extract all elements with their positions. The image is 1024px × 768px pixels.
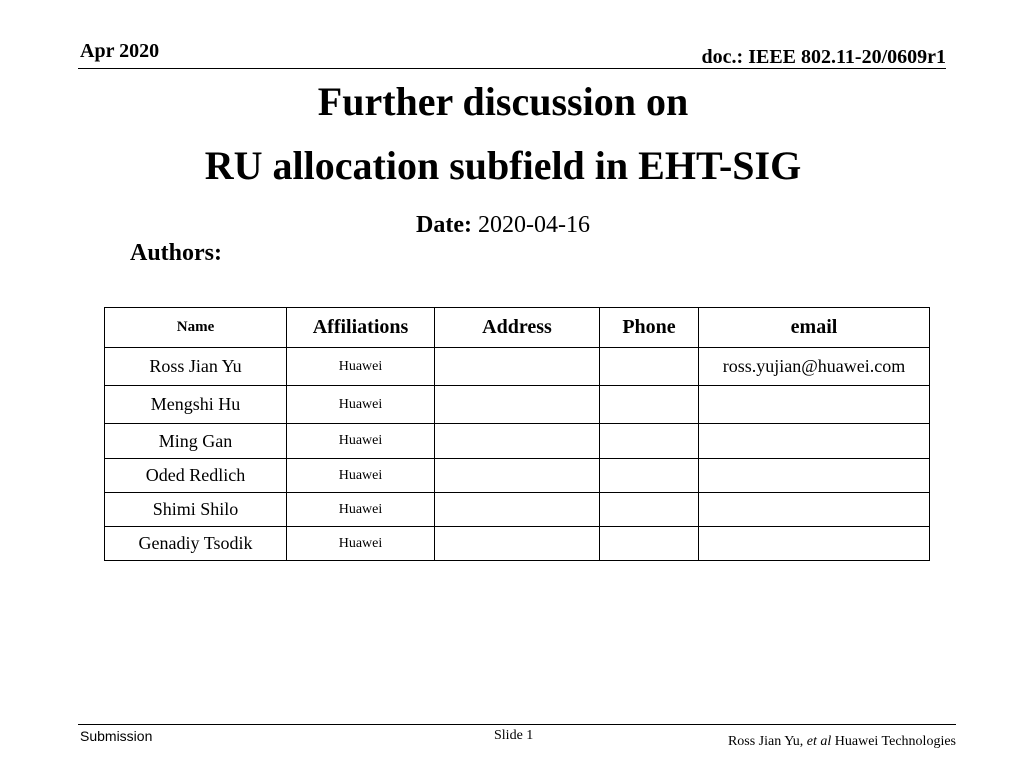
col-header-email: email	[699, 308, 930, 348]
author-phone	[600, 493, 699, 527]
author-address	[435, 527, 600, 561]
footer-author-name: Ross Jian Yu,	[727, 734, 804, 749]
date-line	[0, 212, 1006, 239]
author-name: Oded Redlich	[105, 459, 287, 493]
authors-label: Authors:	[130, 240, 223, 266]
table-row	[105, 493, 930, 527]
author-affiliation: Huawei	[287, 348, 435, 386]
author-affiliation: Huawei	[287, 424, 435, 459]
author-email	[699, 424, 930, 459]
header-date: Apr 2020	[80, 40, 160, 62]
author-phone	[600, 527, 699, 561]
slide-title-line-2: RU allocation subfield in EHT-SIG	[204, 143, 802, 188]
author-phone	[600, 348, 699, 386]
author-affiliation: Huawei	[287, 386, 435, 424]
slide-title-line-1: Further discussion on	[317, 79, 689, 124]
footer-organization: Huawei Technologies	[834, 734, 956, 749]
header-divider	[78, 68, 946, 69]
table-row	[105, 348, 930, 386]
author-address	[435, 424, 600, 459]
footer-author-credit	[728, 734, 956, 750]
author-affiliation: Huawei	[287, 493, 435, 527]
author-affiliation: Huawei	[287, 527, 435, 561]
author-phone	[600, 459, 699, 493]
author-affiliation: Huawei	[287, 459, 435, 493]
author-name: Ming Gan	[105, 424, 287, 459]
author-address	[435, 459, 600, 493]
footer-divider	[78, 724, 956, 725]
author-address	[435, 348, 600, 386]
author-email	[699, 493, 930, 527]
footer-slide-number: Slide 1	[494, 728, 534, 743]
author-name: Shimi Shilo	[105, 493, 287, 527]
author-address	[435, 386, 600, 424]
col-header-address: Address	[435, 308, 600, 348]
author-phone	[600, 424, 699, 459]
footer-submission: Submission	[80, 728, 153, 744]
author-name: Mengshi Hu	[105, 386, 287, 424]
footer-et-al: et al	[806, 734, 832, 749]
col-header-phone: Phone	[600, 308, 699, 348]
table-row	[105, 424, 930, 459]
date-label: Date:	[416, 212, 472, 238]
author-email	[699, 527, 930, 561]
table-header-row	[105, 308, 930, 348]
table-row	[105, 527, 930, 561]
author-email	[699, 386, 930, 424]
author-address	[435, 493, 600, 527]
author-name: Genadiy Tsodik	[105, 527, 287, 561]
date-value: 2020-04-16	[477, 212, 590, 238]
table-row	[105, 386, 930, 424]
author-phone	[600, 386, 699, 424]
authors-table	[104, 307, 930, 561]
author-email: ross.yujian@huawei.com	[699, 348, 930, 386]
author-name: Ross Jian Yu	[105, 348, 287, 386]
author-email	[699, 459, 930, 493]
table-row	[105, 459, 930, 493]
col-header-name: Name	[105, 308, 287, 348]
header-doc-id: doc.: IEEE 802.11-20/0609r1	[701, 46, 946, 68]
col-header-affiliations: Affiliations	[287, 308, 435, 348]
